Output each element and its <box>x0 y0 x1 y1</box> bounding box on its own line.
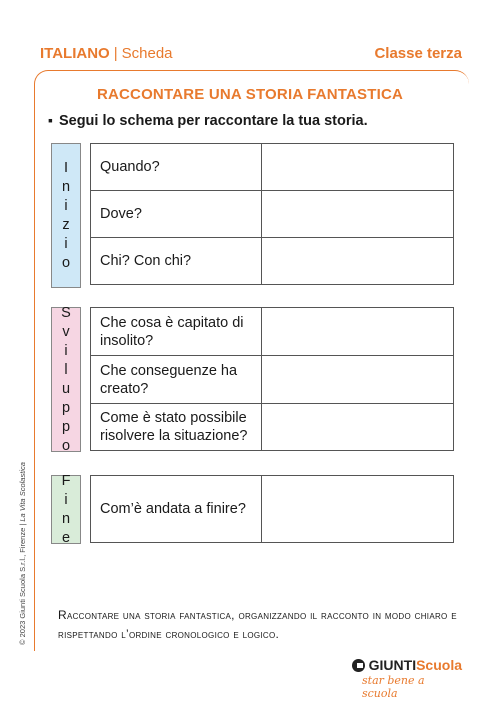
answer-cell[interactable] <box>262 191 454 238</box>
label-letter: i <box>64 235 68 252</box>
table-row <box>91 191 454 238</box>
table-row <box>91 356 454 404</box>
label-letter: F <box>61 472 71 489</box>
question-cell: Com’è andata a finire? <box>91 476 262 543</box>
sheet-type: Scheda <box>121 45 173 62</box>
magazine-name: La Vita Scolastica <box>18 462 27 522</box>
label-letter: I <box>63 159 69 176</box>
label-letter: i <box>64 197 68 214</box>
class-label: Classe terza <box>374 45 462 62</box>
header-separator: | <box>113 45 118 62</box>
section-table-fine <box>90 475 454 543</box>
table-row <box>91 144 454 191</box>
label-letter: v <box>62 323 70 340</box>
label-letter: i <box>64 342 68 359</box>
section-label-fine <box>51 472 81 546</box>
table-row <box>91 238 454 285</box>
answer-cell[interactable] <box>262 404 454 451</box>
header-subject <box>40 45 173 62</box>
question-cell: Come è stato possibile risolvere la situazione? <box>91 404 262 451</box>
question-cell: Dove? <box>91 191 262 238</box>
learning-objective: Raccontare una storia fantastica, organizzando il racconto in modo chiaro e rispettando l’ordine cronologico e logico. <box>58 608 457 641</box>
question-cell: Chi? Con chi? <box>91 238 262 285</box>
section-table-inizio <box>90 143 454 285</box>
section-label-sviluppo <box>51 304 81 454</box>
logo-brand: GIUNTI <box>368 657 417 673</box>
instruction <box>48 112 368 129</box>
answer-cell[interactable] <box>262 238 454 285</box>
logo-tagline: star bene a scuola <box>362 674 425 700</box>
publisher-logo <box>352 657 462 700</box>
section-label-inizio <box>51 143 81 288</box>
table-row <box>91 476 454 543</box>
logo-brand-scuola: Scuola <box>416 657 462 673</box>
label-letter: n <box>61 178 71 195</box>
label-letter: l <box>64 361 68 378</box>
answer-cell[interactable] <box>262 308 454 356</box>
label-letter: e <box>61 529 71 546</box>
copyright-note <box>18 462 27 645</box>
label-letter: p <box>61 399 71 416</box>
label-letter: p <box>61 418 71 435</box>
label-letter: u <box>61 380 71 397</box>
question-cell: Che conseguenze ha creato? <box>91 356 262 404</box>
answer-cell[interactable] <box>262 476 454 543</box>
question-cell: Che cosa è capitato di insolito? <box>91 308 262 356</box>
label-letter: i <box>64 491 68 508</box>
giunti-g-icon <box>352 659 365 672</box>
subject-label: ITALIANO <box>40 45 110 62</box>
label-letter: o <box>61 437 71 454</box>
label-letter: o <box>61 254 71 271</box>
answer-cell[interactable] <box>262 144 454 191</box>
bullet-icon: ▪ <box>48 112 53 128</box>
table-row <box>91 404 454 451</box>
instruction-text: Segui lo schema per raccontare la tua storia. <box>58 113 368 129</box>
answer-cell[interactable] <box>262 356 454 404</box>
label-letter: z <box>62 216 70 233</box>
table-row <box>91 308 454 356</box>
label-letter: S <box>61 304 71 321</box>
question-cell: Quando? <box>91 144 262 191</box>
page-title: RACCONTARE UNA STORIA FANTASTICA <box>96 86 404 103</box>
section-table-sviluppo <box>90 307 454 451</box>
copyright-text: © 2023 Giunti Scuola S.r.l., Firenze | <box>18 523 27 645</box>
label-letter: n <box>61 510 71 527</box>
